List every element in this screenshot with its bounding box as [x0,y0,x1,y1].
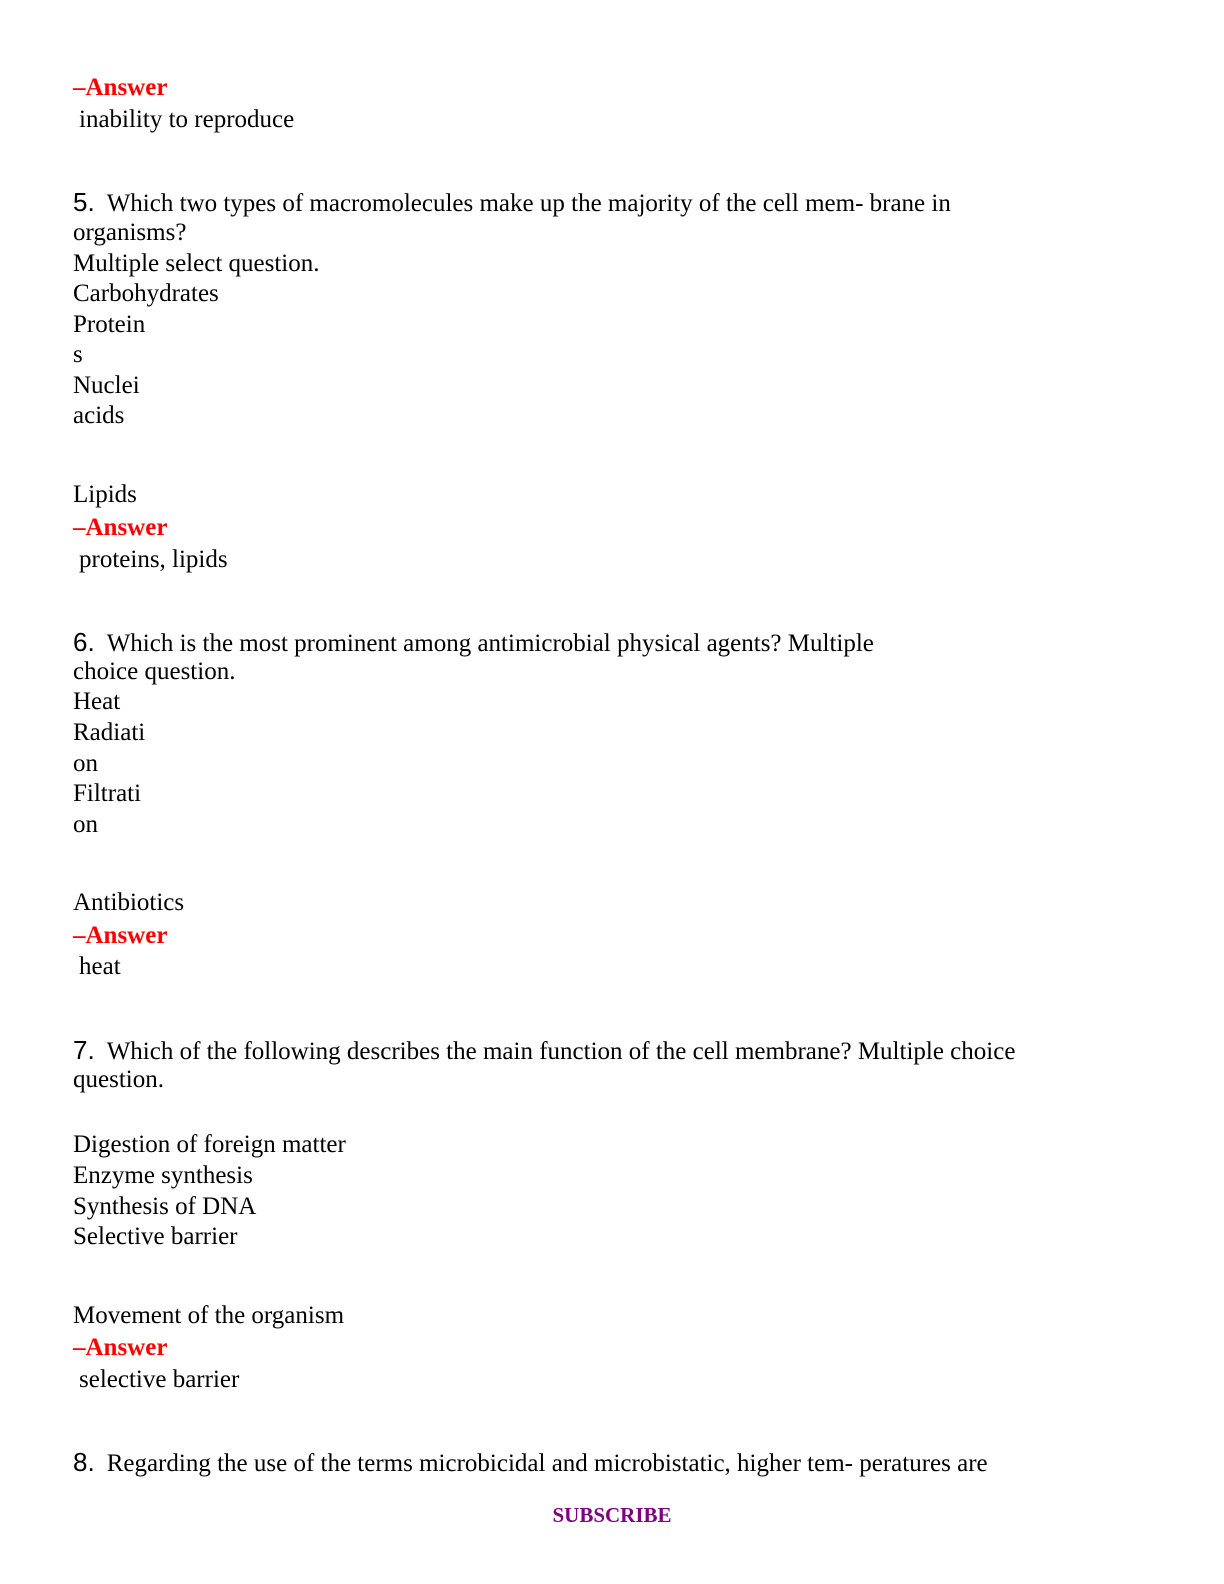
option-item: Radiati [73,719,146,746]
option-item: on [73,811,98,838]
answer-text: inability to reproduce [79,106,295,133]
option-item: Antibiotics [73,889,185,916]
question-5-line-2: organisms? [73,219,187,246]
option-item: Digestion of foreign matter [73,1131,346,1158]
question-7-line-1 [73,1035,1015,1067]
option-item: Heat [73,688,121,715]
question-8-line-1 [73,1447,988,1479]
question-text: Which is the most prominent among antimicrobial physical agents? Multiple [106,630,874,657]
answer-text: selective barrier [79,1366,240,1393]
question-number: 5. [73,187,95,217]
answer-label: –Answer [73,74,168,101]
question-5-line-1 [73,187,951,219]
option-item: Synthesis of DNA [73,1193,257,1220]
option-item: Filtrati [73,780,142,807]
question-text: Regarding the use of the terms microbicidal and microbistatic, higher tem- peratures are [106,1450,988,1477]
option-item: s [73,341,83,368]
subscribe-link[interactable]: SUBSCRIBE [552,1503,672,1527]
answer-text: heat [79,953,121,980]
option-item: Protein [73,311,146,338]
option-item: on [73,750,98,777]
answer-label: –Answer [73,1334,168,1361]
answer-label: –Answer [73,514,168,541]
question-text: Which two types of macromolecules make up the majority of the cell mem- brane in [106,190,951,217]
option-item: acids [73,402,125,429]
question-text: Which of the following describes the main function of the cell membrane? Multiple choice [106,1038,1016,1065]
option-item: Enzyme synthesis [73,1162,253,1189]
question-number: 8. [73,1447,95,1477]
option-item: Carbohydrates [73,280,219,307]
question-7-line-2: question. [73,1066,164,1093]
answer-label: –Answer [73,922,168,949]
question-type-label: Multiple select question. [73,250,320,277]
option-item: Lipids [73,481,137,508]
option-item: Movement of the organism [73,1302,345,1329]
question-number: 6. [73,627,95,657]
question-6-line-2: choice question. [73,658,236,685]
answer-text: proteins, lipids [79,546,228,573]
option-item: Selective barrier [73,1223,238,1250]
question-6-line-1 [73,627,874,659]
option-item: Nuclei [73,372,140,399]
question-number: 7. [73,1035,95,1065]
